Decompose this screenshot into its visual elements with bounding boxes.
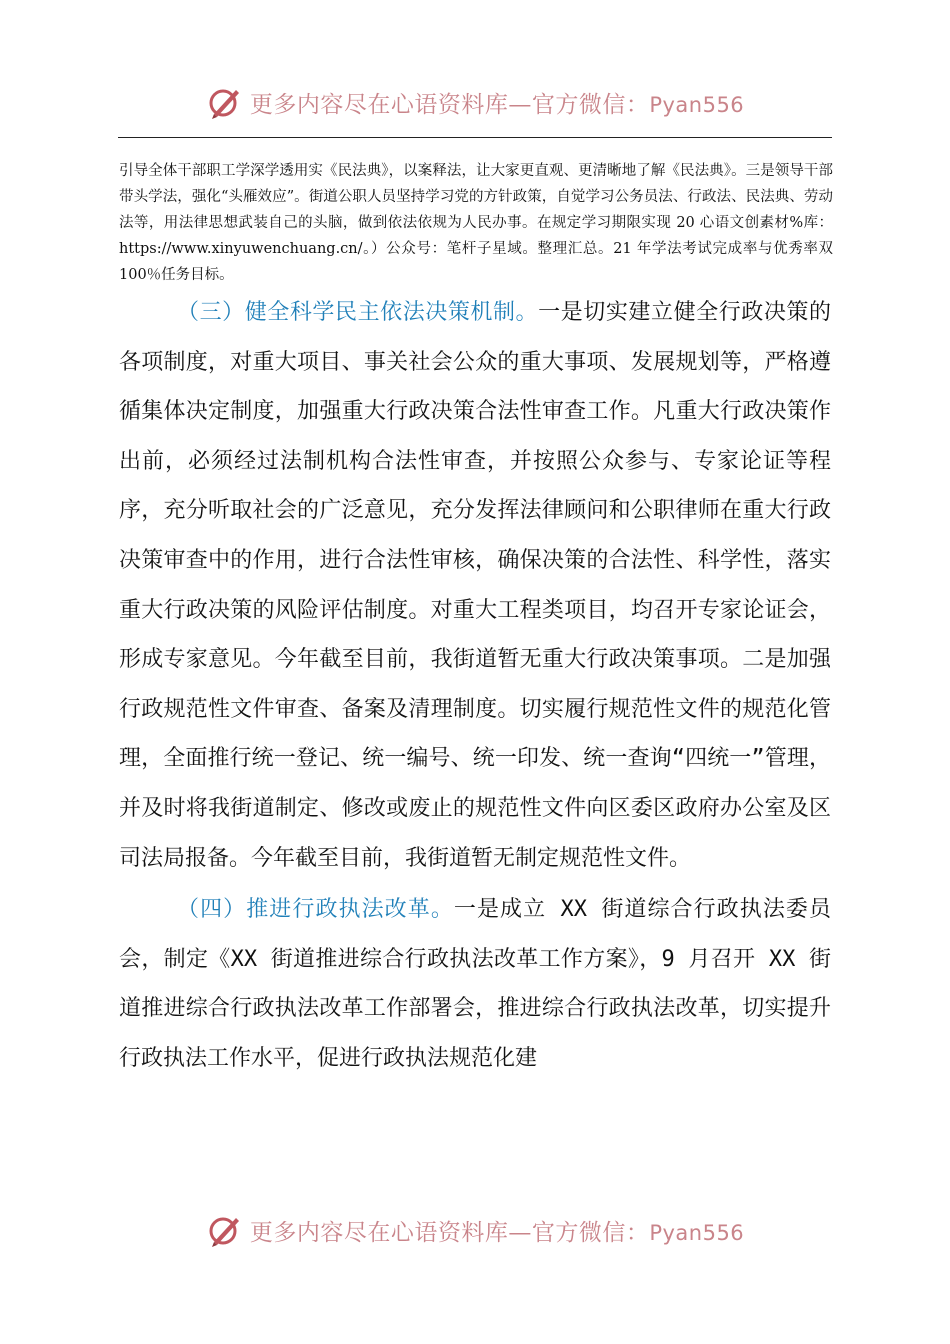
intro-paragraph: 引导全体干部职工学深学透用实《民法典》，以案释法，让大家更直观、更清晰地了解《民法典》。三是领导干部带头学法，强化“头雁效应”。街道公职人员坚持学习党的方针政策，自觉学习公务员法、行政法、民法典、劳动法等，用法律思想武装自己的头脑，做到依法依规为人民办事。在规定学习期限实现 20 心语文创素材%库：https://www.xinyuwenchuang.cn/。）公众号：笔杆子星域。整理汇总。21 年学法考试完成率与优秀率双 100％任务目标。 [119, 163, 833, 283]
section-4-heading: （四）推进行政执法改革。 [177, 897, 454, 923]
footer-banner [0, 1208, 950, 1252]
section-3-heading: （三）健全科学民主依法决策机制。 [177, 300, 539, 325]
section-4-body: 一是成立 XX 街道综合行政执法委员会，制定《XX 街道推进综合行政执法改革工作方案》，9 月召开 XX 街道推进综合行政执法改革工作部署会，推进综合行政执法改革，切实提升行政执法工作水平，促进行政执法规范化建 [119, 897, 831, 1071]
section-3-body: 一是切实建立健全行政决策的各项制度，对重大项目、事关社会公众的重大事项、发展规划等，严格遵循集体决定制度，加强重大行政决策合法性审查工作。凡重大行政决策作出前，必须经过法制机构合法性审查，并按照公众参与、专家论证等程序，充分听取社会的广泛意见，充分发挥法律顾问和公职律师在重大行政决策审查中的作用，进行合法性审核，确保决策的合法性、科学性，落实重大行政决策的风险评估制度。对重大工程类项目，均召开专家论证会，形成专家意见。今年截至目前，我街道暂无重大行政决策事项。二是加强行政规范性文件审查、备案及清理制度。切实履行规范性文件的规范化管理，全面推行统一登记、统一编号、统一印发、统一查询“四统一”管理，并及时将我街道制定、修改或废止的规范性文件向区委区政府办公室及区司法局报备。今年截至目前，我街道暂无制定规范性文件。 [119, 300, 831, 871]
footer-banner-text: 更多内容尽在心语资料库—官方微信：Pyan556 [249, 1219, 745, 1246]
main-body [119, 288, 831, 1084]
header-banner-text: 更多内容尽在心语资料库—官方微信：Pyan556 [249, 91, 745, 118]
section-4-paragraph [119, 885, 831, 1083]
header-divider [118, 137, 832, 138]
pen-logo-icon [206, 1212, 242, 1248]
pen-logo-icon [206, 84, 242, 120]
header-banner [0, 80, 950, 124]
section-3-paragraph [119, 288, 831, 883]
